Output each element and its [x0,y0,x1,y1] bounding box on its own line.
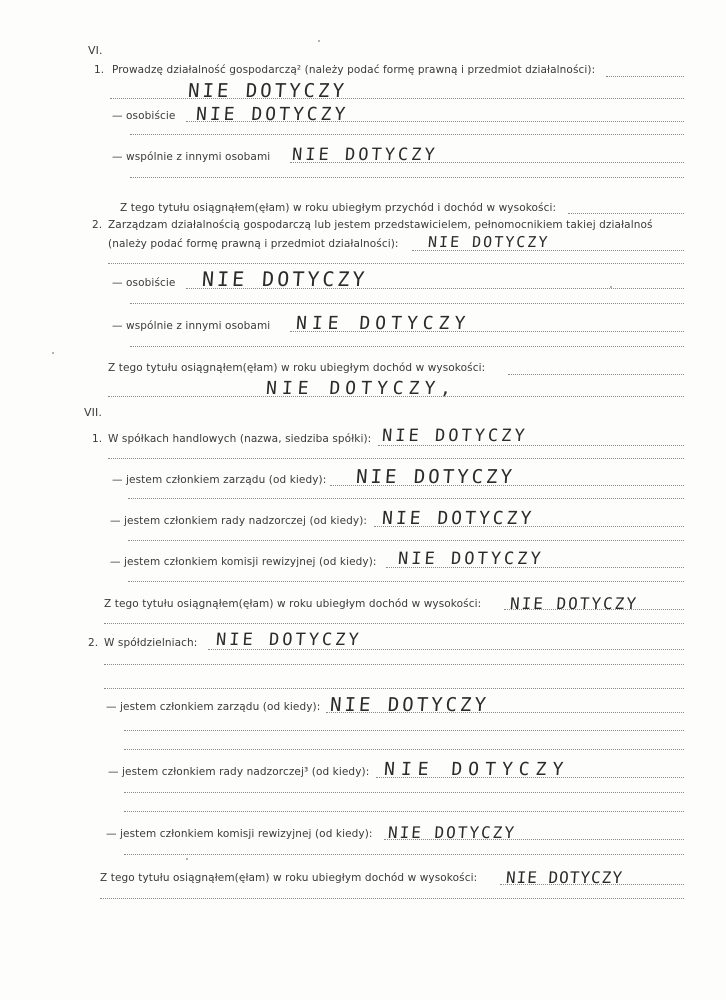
vii-1-title: W spółkach handlowych (nazwa, siedziba spółki): [108,433,372,445]
vii-2-supervisory-label: — jestem członkiem rady nadzorczej³ (od kiedy): [108,766,370,778]
dotted-line [104,688,684,689]
dotted-line [128,581,684,582]
vii-2-answer-handwritten: NIE DOTYCZY [215,630,363,650]
vii-2-board-answer-handwritten: NIE DOTYCZY [329,694,490,716]
vii-2-audit-label: — jestem członkiem komisji rewizyjnej (od kiedy): [106,828,373,840]
vii-1-board-label: — jestem członkiem zarządu (od kiedy): [112,474,327,486]
dotted-line [130,134,684,135]
section-vi-label: VI. [88,44,103,57]
vi-2-personal-label: — osobiście [112,277,176,289]
dotted-line [108,396,684,397]
vi-2-income-label: Z tego tytułu osiągnąłem(ęłam) w roku ubiegłym dochód w wysokości: [108,362,486,374]
vi-2-joint-label: — wspólnie z innymi osobami [112,320,271,332]
vi-1-joint-answer-handwritten: NIE DOTYCZY [291,145,439,165]
dotted-line [124,811,684,812]
vii-2-number: 2. [88,637,99,649]
vii-1-board-answer-handwritten: NIE DOTYCZY [355,466,516,488]
vii-2-board-label: — jestem członkiem zarządu (od kiedy): [106,701,321,713]
dotted-line [110,98,684,99]
vii-1-audit-label: — jestem członkiem komisji rewizyjnej (od kiedy): [110,556,377,568]
dotted-line [130,303,684,304]
vii-1-income-answer-handwritten: NIE DOTYCZY [509,594,639,613]
dotted-line [100,898,684,899]
dotted-line [108,263,684,264]
scan-speck [610,286,612,288]
dotted-line [508,374,684,375]
vi-1-number: 1. [94,64,105,76]
dotted-line [606,76,684,77]
vii-2-income-label: Z tego tytułu osiągnąłem(ęłam) w roku ubiegłym dochód w wysokości: [100,872,478,884]
dotted-line [124,730,684,731]
vi-2-joint-answer-handwritten: NIE DOTYCZY [295,313,471,334]
dotted-line [124,749,684,750]
vi-1-income-label: Z tego tytułu osiągnąłem(ęłam) w roku ubiegłym przychód i dochód w wysokości: [120,202,557,214]
vi-1-personal-answer-handwritten: NIE DOTYCZY [195,104,349,125]
dotted-line [128,498,684,499]
vii-1-income-label: Z tego tytułu osiągnąłem(ęłam) w roku ubiegłym dochód w wysokości: [104,598,482,610]
vii-2-audit-answer-handwritten: NIE DOTYCZY [387,823,517,842]
vii-2-income-answer-handwritten: NIE DOTYCZY [505,868,624,887]
vii-1-supervisory-answer-handwritten: NIE DOTYCZY [381,508,535,529]
vii-1-supervisory-label: — jestem członkiem rady nadzorczej (od kiedy): [110,515,368,527]
dotted-line [130,177,684,178]
dotted-line [128,540,684,541]
dotted-line [108,458,684,459]
vii-2-title: W spółdzielniach: [104,637,198,649]
vi-1-personal-label: — osobiście [112,110,176,122]
dotted-line [104,623,684,624]
vii-1-audit-answer-handwritten: NIE DOTYCZY [397,549,545,569]
vi-2-income-answer-handwritten: NIE DOTYCZY, [265,378,457,399]
scan-speck [318,40,320,42]
vii-1-number: 1. [92,433,103,445]
dotted-line [130,346,684,347]
vi-2-title-line1: Zarządzam działalnością gospodarczą lub jestem przedstawicielem, pełnomocnikiem takiej działalnoś [108,219,653,231]
dotted-line [124,854,684,855]
vi-2-personal-answer-handwritten: NIE DOTYCZY [201,267,369,291]
scan-speck [52,352,54,354]
vii-2-supervisory-answer-handwritten: NIE DOTYCZY [383,759,570,780]
dotted-line [124,792,684,793]
vi-1-answer-handwritten: NIE DOTYCZY [187,80,348,102]
vi-1-joint-label: — wspólnie z innymi osobami [112,151,271,163]
section-vii-label: VII. [84,406,102,419]
dotted-line [104,664,684,665]
vii-1-answer-handwritten: NIE DOTYCZY [381,426,529,446]
scan-speck [186,858,188,860]
vi-1-title: Prowadzę działalność gospodarczą² (należy podać formę prawną i przedmiot działalności): [112,64,596,76]
dotted-line [568,213,684,214]
vi-2-answer-handwritten: NIE DOTYCZY [427,233,550,251]
vi-2-number: 2. [92,219,103,231]
vi-2-title-line2: (należy podać formę prawną i przedmiot działalności): [108,238,399,250]
